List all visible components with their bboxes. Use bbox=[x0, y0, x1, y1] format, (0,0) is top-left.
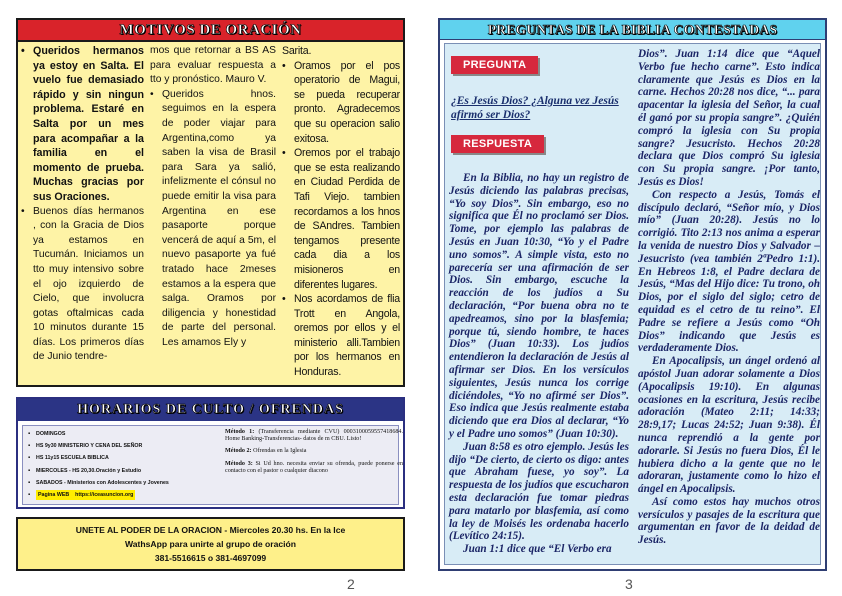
prayer-group-phones: 381-5516615 o 381-4697099 bbox=[154, 553, 267, 563]
website-link[interactable]: https://iceasuncion.org bbox=[75, 492, 134, 499]
prayer-request: • Oremos por el trabajo que se esta realizando en Ciudad Perdida de Tafi Viejo. tambien recordamos a los hnos de SAndres. Tambien tengamos presente cada dia a los misioneros en diferentes lugares. bbox=[282, 147, 400, 291]
question-label: PREGUNTA bbox=[451, 56, 538, 74]
schedule-list bbox=[27, 428, 227, 501]
answer-paragraph: Con respecto a Jesús, Tomás el discípulo declaró, “Señor mío, y Dios mío” (Juan 20:28). Jesús no lo corrigió. Tito 2:13 nos anima a esperar la venida de nuestro Dios y Salvador – Jesucristo (vea también 2ªPedro 1:1). En Hebreos 1:8, el Padre declara de Jesús, “Mas del Hijo dice: Tu trono, oh Dios, por el siglo del siglo; cetro de equidad es el cetro de tu reino”. El Padre se refiere a Jesús como “Oh Dios” indicando que Jesús es verdaderamente Dios. bbox=[638, 188, 821, 355]
bible-questions-title: PREGUNTAS DE LA BIBLIA CONTESTADAS bbox=[487, 21, 778, 37]
offering-method-3: Método 3: Si Ud hno. necesita enviar su ofrenda, puede ponerse en contacto con el pastor o cualquier diacono bbox=[225, 460, 403, 474]
answer-paragraph: En la Biblia, no hay un registro de Jesús diciendo las palabras precisas, “Yo soy Dios”. Sin embargo, eso no significa que Él no proclamó ser Dios. Tome, por ejemplo las palabras de Jesús en Juan 10:30, “Yo y el Padre uno somos”. A simple vista, esto no parecería ser una afirmación de ser Dios. Sin embargo, escuche la reacción de los judíos a Su declaración, “Por buena obra no te apedreamos, sino por la blasfemia; porque tú, siendo hombre, te haces Dios” (Juan 10:33). Los judíos entendieron la declaración de Jesús al afirmar ser Dios. En los versículos siguientes, Jesús nunca los corrige diciéndoles, “Yo no afirmé ser Dios”. Eso indica que Jesús realmente estaba diciendo que era Dios al declarar, “Yo y el Padre uno somos” (Juan 10:30). bbox=[449, 172, 629, 440]
prayer-request: • Buenos días hermanos , con la Gracia de Dios ya estamos en Tucumán. Iniciamos un tto muy intensivo sobre el ojo izquierdo de Cielo, que involucra gotas oftalmicas cada 10 minutos durante 15 días. Los primeros días de Junio tendre- bbox=[21, 205, 144, 363]
prayer-request: • Queridos hermanos ya estoy en Salta. El vuelo fue demasiado rápido y sin ningun problema. Estaré en Salta por un mes para acompañar a la familia en el momento de prueba. Muchas gracias por sus Oraciones. bbox=[21, 45, 144, 203]
bible-questions-header bbox=[440, 20, 825, 40]
bible-questions-body bbox=[444, 43, 821, 565]
prayer-column-3 bbox=[279, 44, 403, 385]
website-highlight bbox=[36, 490, 135, 500]
service-schedule-body bbox=[22, 425, 403, 505]
prayer-requests-title: MOTIVOS DE ORACIÓN bbox=[119, 21, 302, 38]
offering-method-2: Método 2: Ofrendas en la Iglesia bbox=[225, 448, 307, 455]
page-number-left: 2 bbox=[347, 576, 355, 592]
service-schedule-header bbox=[18, 399, 403, 421]
schedule-item: ▪ SABADOS - Ministerios con Adolescentes y Jovenes bbox=[27, 477, 227, 489]
prayer-request: • Queridos hnos. seguimos en la espera de poder viajar para Argentina,como ya saben la visa de Brasil para Sara ya salió, infelizmente el cónsul no puede emitir la visa para Argentina en ese pasaporte porque vencerá de aquí a 5m, el nuevo pasaporte ya fué tratado hace 2meses estamos a la espera que salga. Oramos por diligencia y honestidad de parte del personal. Les amamos Ely y bbox=[150, 88, 276, 348]
question-text: ¿Es Jesús Dios? ¿Alguna vez Jesús afirmó ser Dios? bbox=[451, 95, 619, 121]
prayer-column-1 bbox=[18, 44, 147, 385]
answer-paragraph: Juan 1:1 dice que “El Verbo era bbox=[463, 543, 612, 556]
prayer-requests-panel bbox=[16, 18, 405, 387]
prayer-request-continued: Sarita. bbox=[282, 45, 312, 57]
prayer-group-box bbox=[16, 517, 405, 571]
answer-paragraph: Así como estos hay muchos otros versículos y pasajes de la escritura que argumentan en favor de la deidad de Jesús. bbox=[638, 495, 820, 547]
prayer-request: • Nos acordamos de flia Trott en Angola, oremos por ellos y el ministerio alli.Tambien por los hermanos en Honduras. bbox=[282, 293, 400, 379]
schedule-item: ▪ MIERCOLES - HS 20,30.Oración y Estudio bbox=[27, 465, 227, 477]
prayer-column-2 bbox=[147, 44, 279, 385]
website-item bbox=[27, 489, 227, 501]
answer-column-left bbox=[449, 172, 629, 556]
prayer-requests-header bbox=[18, 20, 403, 42]
page-number-right: 3 bbox=[625, 576, 633, 592]
answer-column-right bbox=[638, 48, 820, 547]
answer-paragraph: Juan 8:58 es otro ejemplo. Jesús les dijo “De cierto, de cierto os digo: antes que Abraham fuese, yo soy”. La respuesta de los judíos que escucharon esta declaración fue tomar piedras para matarlo por blasfemia, así como la ley de Moisés les ordenaba hacerlo (Levítico 24:15). bbox=[449, 440, 629, 543]
offering-method-1: Método 1: (Transferencia mediante CVU) 0003100059557418684. Home Banking-Transferencias- datos de m CBU. Listo! bbox=[225, 429, 403, 443]
answer-label: RESPUESTA bbox=[451, 135, 544, 153]
schedule-item: ▪ HS 11y15 ESCUELA BIBLICA bbox=[27, 452, 227, 464]
schedule-item: ▪ HS 9y30 MINISTERIO Y CENA DEL SEÑOR bbox=[27, 440, 227, 452]
prayer-group-line-1: UNETE AL PODER DE LA ORACION - Miercoles 20.30 hs. En la Ice bbox=[75, 525, 346, 535]
service-schedule-panel bbox=[16, 397, 405, 509]
answer-paragraph: En Apocalipsis, un ángel ordenó al apóstol Juan adorar solamente a Dios (Apocalipsis 19:10). En algunas ocasiones en la escritura, Jesús recibe adoración (Mateo 2:11; 14:33; 28:9,17; Lucas 24:52; Juan 9:38). Él nunca reprendió a la gente por adorarle. Si Jesús no fuera Dios, Él le hubiera dicho a la gente que no le adoraran, justamente como lo hizo el ángel en Apocalipsis. bbox=[638, 355, 820, 496]
service-schedule-title: HORARIOS DE CULTO / OFRENDAS bbox=[77, 402, 344, 417]
prayer-request: • Oramos por el pos operatorio de Magui, se pueda recuperar pronto. Agradecemos que su operacion salio exitosa. bbox=[282, 59, 400, 145]
website-label: Pagina WEB bbox=[38, 492, 70, 499]
prayer-request-continued: mos que retornar a BS AS para evaluar respuesta a tto y pronóstico. Mauro V. bbox=[150, 45, 276, 86]
prayer-group-line-2: WathsApp para unirte al grupo de oración bbox=[124, 539, 297, 549]
answer-paragraph-continued: Dios”. Juan 1:14 dice que “Aquel Verbo fue hecho carne”. Esto indica claramente que Jesús es Dios en la carne. Hechos 20:28 nos dice, “... para apacentar la iglesia del Señor, la cual él ganó por su propia sangre”. ¿Quién compró la iglesia con Su propia sangre? Jesucristo. Hechos 20:28 declara que Dios compró Su iglesia con Su propia sangre. ¡Por tanto, Jesús es Dios! bbox=[638, 48, 820, 188]
bible-questions-panel bbox=[438, 18, 827, 571]
offering-methods bbox=[225, 429, 403, 480]
schedule-item: ▪ DOMINGOS bbox=[27, 428, 227, 440]
